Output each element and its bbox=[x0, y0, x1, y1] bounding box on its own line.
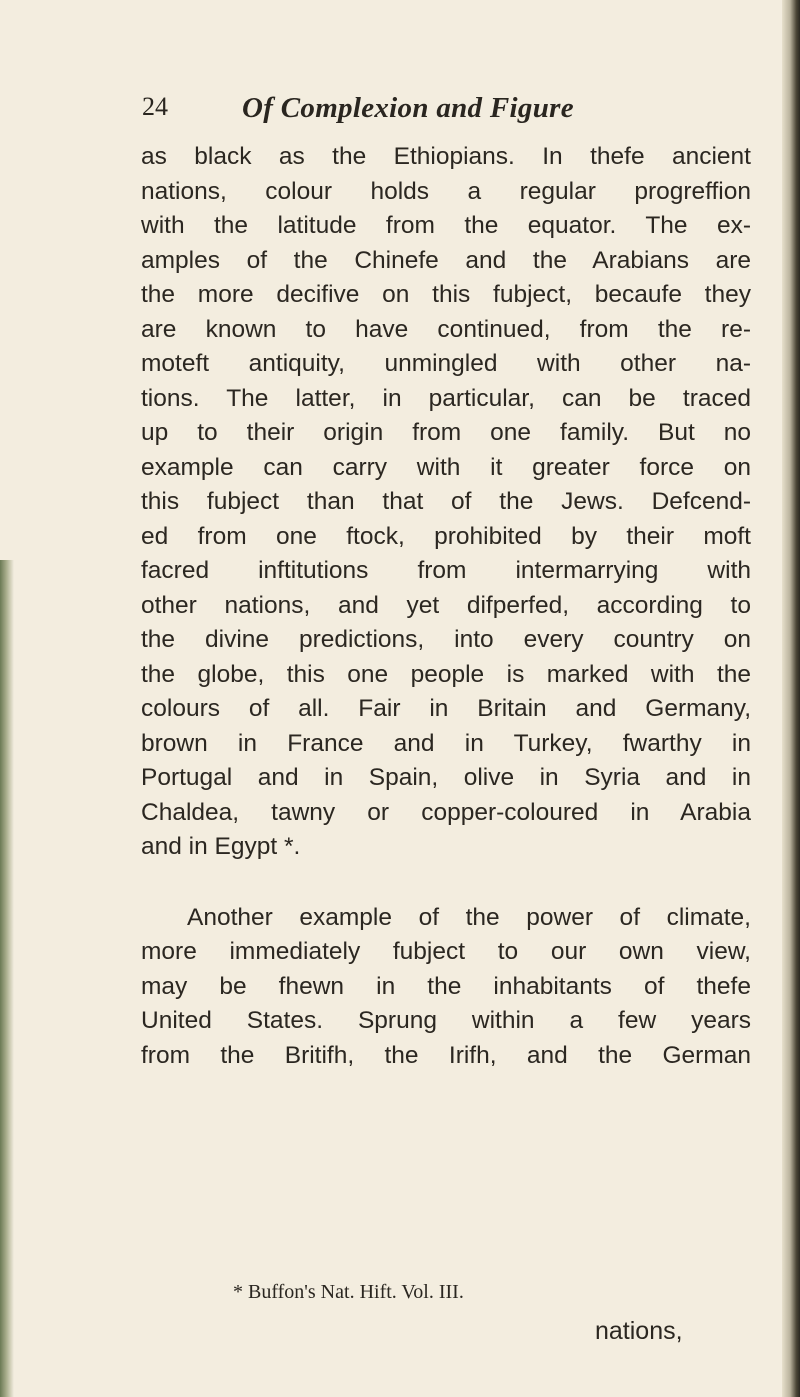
text-line: tions. The latter, in particular, can be traced bbox=[141, 384, 751, 412]
text-line: Chaldea, tawny or copper-coloured in Arabia bbox=[141, 798, 751, 826]
text-line: are known to have continued, from the re- bbox=[141, 315, 751, 343]
footnote: * Buffon's Nat. Hift. Vol. III. bbox=[233, 1281, 464, 1303]
text-line: the globe, this one people is marked with the bbox=[141, 660, 751, 688]
paragraph-2 bbox=[141, 901, 751, 1074]
binding-spine bbox=[782, 0, 800, 1397]
text-line: moteft antiquity, unmingled with other na- bbox=[141, 350, 751, 377]
text-line: up to their origin from one family. But no bbox=[141, 419, 751, 446]
text-line: brown in France and in Turkey, fwarthy in bbox=[141, 729, 751, 757]
text-line: amples of the Chinefe and the Arabians are bbox=[141, 246, 751, 274]
text-line: as black as the Ethiopians. In thefe ancient bbox=[141, 143, 751, 170]
text-line: nations, colour holds a regular progreffion bbox=[141, 177, 751, 205]
text-line: the more decifive on this fubject, becaufe they bbox=[141, 281, 751, 308]
catchword: nations, bbox=[595, 1317, 683, 1345]
text-line: may be fhewn in the inhabitants of thefe bbox=[141, 972, 751, 1000]
text-line: from the Britifh, the Irifh, and the German bbox=[141, 1041, 751, 1069]
page-number: 24 bbox=[142, 92, 168, 121]
running-title: Of Complexion and Figure bbox=[242, 92, 574, 124]
text-line: colours of all. Fair in Britain and Germany, bbox=[141, 695, 751, 722]
running-head bbox=[142, 92, 702, 132]
text-line: this fubject than that of the Jews. Defcend- bbox=[141, 488, 751, 515]
page-edge-shadow bbox=[0, 560, 14, 1397]
text-line: United States. Sprung within a few years bbox=[141, 1007, 751, 1034]
text-line: with the latitude from the equator. The ex- bbox=[141, 212, 751, 239]
text-line: example can carry with it greater force on bbox=[141, 453, 751, 481]
paragraph-1 bbox=[141, 140, 751, 865]
text-line: facred inftitutions from intermarrying with bbox=[141, 557, 751, 584]
text-line: the divine predictions, into every country on bbox=[141, 626, 751, 653]
text-line: Another example of the power of climate, bbox=[187, 903, 751, 931]
text-line: other nations, and yet difperfed, according to bbox=[141, 591, 751, 619]
text-line: Portugal and in Spain, olive in Syria and in bbox=[141, 764, 751, 791]
text-line: more immediately fubject to our own view, bbox=[141, 938, 751, 965]
body-text bbox=[141, 140, 751, 1073]
text-line: ed from one ftock, prohibited by their moft bbox=[141, 522, 751, 550]
text-line: and in Egypt *. bbox=[141, 833, 301, 860]
paragraph-break bbox=[141, 865, 751, 901]
